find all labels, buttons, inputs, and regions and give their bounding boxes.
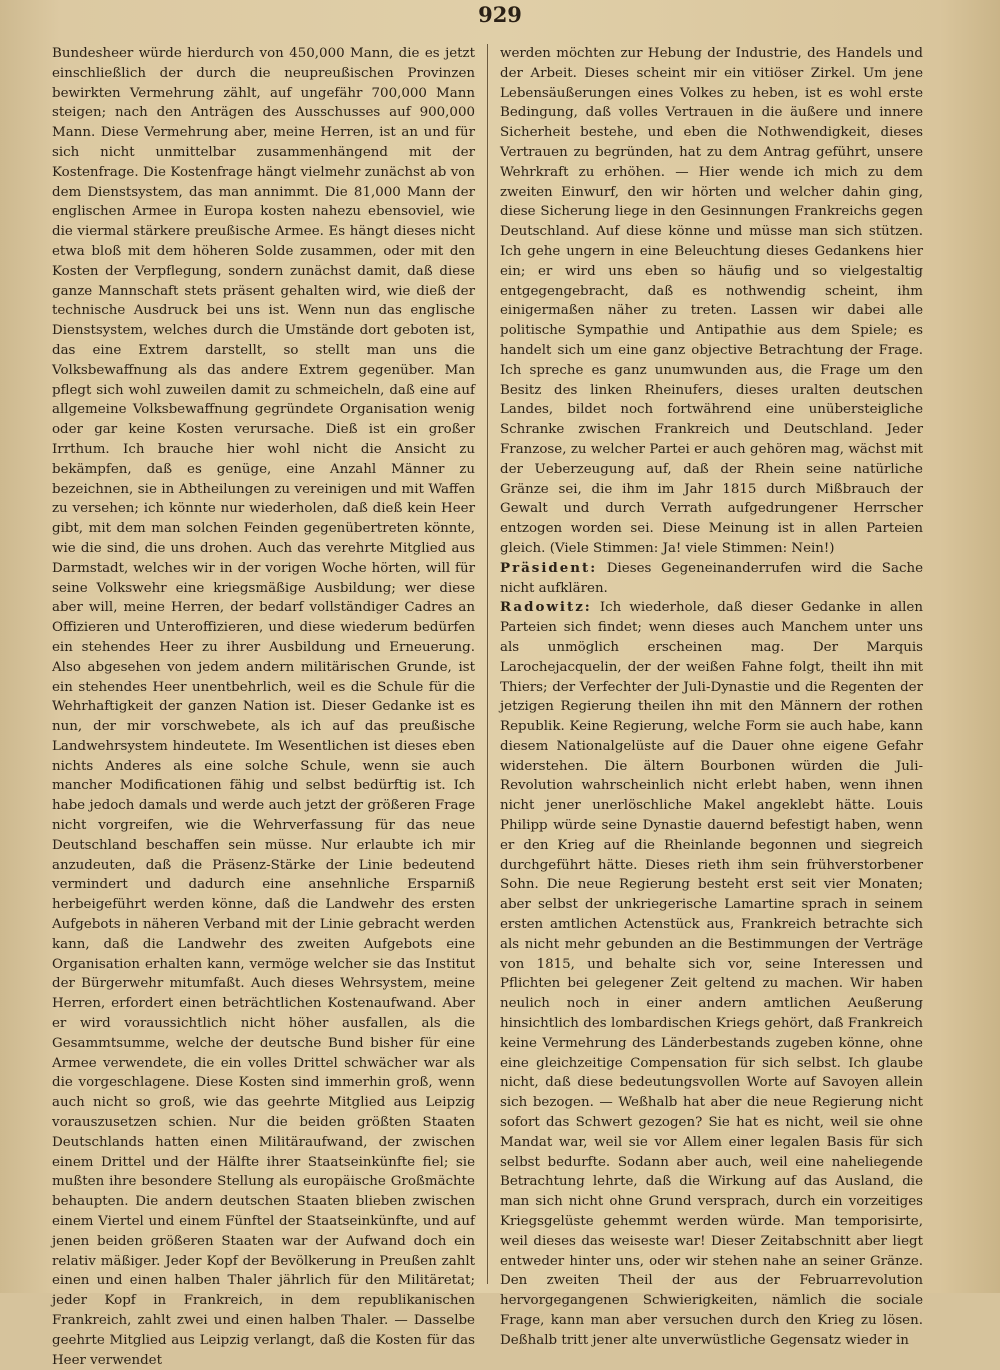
radowitz-text: Ich wiederhole, daß dieser Gedanke in allen Parteien sich findet; wenn dieses auch Manchem unter uns als unmöglich erscheinen mag. Der Marquis Larochejacquelin, der der weißen Fahne folgt, theilt ihn mit Thiers; der Verfechter der Juli-Dynastie und die Regenten der jetzigen Regierung theilen ihn mit den Männern der rothen Republik. Keine Regierung, welche Form sie auch habe, kann diesem Nationalgelüste auf die Dauer ohne eigene Gefahr widerstehen. Die ältern Bourbonen würden die Juli-Revolution wahrscheinlich nicht erlebt haben, wenn ihnen nicht jener unerlöschliche Makel angeklebt hätte. Louis Philipp würde seine Dynastie dauernd befestigt haben, wenn er den Krieg auf die Rheinlande begonnen und siegreich durchgeführt hätte. Dieses rieth ihm sein frühverstorbener Sohn. Die neue Regierung besteht erst seit vier Monaten; aber selbst der unkriegerische Lamartine sprach in seinem ersten amtlichen Actenstück aus, Frankreich betrachte sich als nicht mehr gebunden an die Bestimmungen der Verträge von 1815, und behalte sich vor, seine Interessen und Pflichten bei gelegener Zeit geltend zu machen. Wir haben neulich noch in einer andern amtlichen Aeußerung hinsichtlich des lombardischen Kriegs gehört, daß Frankreich keine Vermehrung des Länderbestands zugeben könne, ohne eine gleichzeitige Compensation für sich selbst. Ich glaube nicht, daß diese bedeutungsvollen Worte auf Savoyen allein sich bezogen. — Weßhalb hat aber die neue Regierung nicht sofort das Schwert gezogen? Sie hat es nicht, weil sie ohne Mandat war, weil sie vor Allem einer legalen Basis für sich selbst bedurfte. Sodann aber auch, weil eine naheliegende Betrachtung lehrte, daß die Wirkung auf das Ausland, die man sich nicht ohne Grund versprach, durch ein vorzeitiges Kriegsgelüste gehemmt werden würde. Man temporisirte, weil dieses das weiseste war! Dieser Zeitabschnitt aber liegt entweder hinter uns, oder wir stehen nahe an seiner Gränze. Den zweiten Theil der aus der Februarrevolution hervorgegangenen Schwierigkeiten, nämlich die sociale Frage, kann man aber versuchen durch den Krieg zu lösen. Deßhalb tritt jener alte unverwüstliche Gegensatz wieder in xyxy=(500,600,923,1348)
column-divider xyxy=(487,44,488,1284)
radowitz-paragraph xyxy=(500,598,923,1350)
right-column-paragraph: werden möchten zur Hebung der Industrie, des Handels und der Arbeit. Dieses scheint mir ein vitiöser Zirkel. Um jene Lebensäußerungen eines Volkes zu heben, ist es wohl erste Bedingung, daß volles Vertrauen in die äußere und innere Sicherheit bestehe, und eben die Nothwendigkeit, dieses Vertrauen zu begründen, hat zu dem Antrag geführt, unsere Wehrkraft zu erhöhen. — Hier wende ich mich zu dem zweiten Einwurf, den wir hörten und welcher dahin ging, diese Sicherung liege in den Gesinnungen Frankreichs gegen Deutschland. Auf diese könne und müsse man sich stützen. Ich gehe ungern in eine Beleuchtung dieses Gedankens hier ein; er wird uns eben so häufig und so vielgestaltig entgegengebracht, daß es nothwendig scheint, ihm einigermaßen näher zu treten. Lassen wir dabei alle politische Sympathie und Antipathie aus dem Spiele; es handelt sich um eine ganz objective Betrachtung der Frage. Ich spreche es ganz unumwunden aus, die Frage um den Besitz des linken Rheinufers, dieses uralten deutschen Landes, bildet noch fortwährend eine unübersteigliche Schranke zwischen Frankreich und Deutschland. Jeder Franzose, zu welcher Partei er auch gehören mag, wächst mit der Ueberzeugung auf, daß der Rhein seine natürliche Gränze sei, die ihm im Jahr 1815 durch Mißbrauch der Gewalt und durch Verrath aufgedrungener Herrscher entzogen worden sei. Diese Meinung ist in allen Parteien gleich. (Viele Stimmen: Ja! viele Stimmen: Nein!) xyxy=(500,46,923,556)
right-column xyxy=(500,44,923,1351)
page-number: 929 xyxy=(478,2,522,27)
president-text: Dieses Gegeneinanderrufen wird die Sache nicht aufklären. xyxy=(500,560,923,596)
left-column-text: Bundesheer würde hierdurch von 450,000 Mann, die es jetzt einschließlich der durch die neupreußischen Provinzen bewirkten Vermehrung zählt, auf ungefähr 700,000 Mann steigen; nach den Anträgen des Ausschusses auf 900,000 Mann. Diese Vermehrung aber, meine Herren, ist an und für sich nicht unmittelbar zusammenhängend mit der Kostenfrage. Die Kostenfrage hängt vielmehr zunächst ab von dem Dienstsystem, das man annimmt. Die 81,000 Mann der englischen Armee in Europa kosten nahezu ebensoviel, wie die viermal stärkere preußische Armee. Es hängt dieses nicht etwa bloß mit dem höheren Solde zusammen, oder mit den Kosten der Verpflegung, sondern zunächst damit, daß diese ganze Mannschaft stets präsent gehalten wird, wie dieß der technische Ausdruck bei uns ist. Wenn nun das englische Dienstsystem, welches durch die Umstände dort geboten ist, das eine Extrem darstellt, so stellt man uns die Volksbewaffnung als das andere Extrem gegenüber. Man pflegt sich wohl zuweilen damit zu schmeicheln, daß eine auf allgemeine Volksbewaffnung gegründete Organisation wenig oder gar keine Kosten verursache. Dieß ist ein großer Irrthum. Ich brauche hier wohl nicht die Ansicht zu bekämpfen, daß es genüge, eine Anzahl Männer zu bezeichnen, sie in Abtheilungen zu vereinigen und mit Waffen zu versehen; ich könnte nur wiederholen, daß dieß kein Heer gibt, mit dem man solchen Feinden gegenübertreten könnte, wie die sind, die uns drohen. Auch das verehrte Mitglied aus Darmstadt, welches wir in der vorigen Woche hörten, will für seine Volkswehr eine kriegsmäßige Ausbildung; wer diese aber will, meine Herren, der bedarf vollständiger Cadres an Offizieren und Unteroffizieren, und diese wiederum bedürfen ein stehendes Heer zu ihrer Ausbildung und Erneuerung. Also abgesehen von jedem andern militärischen Grunde, ist ein stehendes Heer unentbehrlich, weil es die Schule für die Wehrhaftigkeit der ganzen Nation ist. Dieser Gedanke ist es nun, der mir vorschwebete, als ich auf das preußische Landwehrsystem hindeutete. Im Wesentlichen ist dieses eben nichts Anderes als eine solche Schule, wenn sie auch mancher Modificationen fähig und selbst bedürftig ist. Ich habe jedoch damals und werde auch jetzt der größeren Frage nicht vorgreifen, wie die Wehrverfassung für das neue Deutschland beschaffen sein müsse. Nur erlaubte ich mir anzudeuten, daß die Präsenz-Stärke der Linie bedeutend vermindert und dadurch eine ansehnliche Ersparniß herbeigeführt werden könne, daß die Landwehr des ersten Aufgebots in näheren Verband mit der Linie gebracht werden kann, daß die Landwehr des zweiten Aufgebots eine Organisation erhalten kann, vermöge welcher sie das Institut der Bürgerwehr mitumfaßt. Auch dieses Wehrsystem, meine Herren, erfordert einen beträchtlichen Kostenaufwand. Aber er wird voraussichtlich nicht höher ausfallen, als die Gesammtsumme, welche der deutsche Bund bisher für eine Armee verwendete, die ein volles Drittel schwächer war als die vorgeschlagene. Diese Kosten sind immerhin groß, wenn auch nicht so groß, wie das geehrte Mitglied aus Leipzig vorauszusetzen schien. Nur die beiden größten Staaten Deutschlands hatten einen Militäraufwand, der zwischen einem Drittel und der Hälfte ihrer Staatseinkünfte fiel; sie mußten ihre besondere Stellung als europäische Großmächte behaupten. Die andern deutschen Staaten blieben zwischen einem Viertel und einem Fünftel der Staatseinkünfte, und auf jenen beiden größeren Staaten war der Aufwand doch ein relativ mäßiger. Jeder Kopf der Bevölkerung in Preußen zahlt einen und einen halben Thaler jährlich für den Militäretat; jeder Kopf in Frankreich, in dem republikanischen Frankreich, zahlt zwei und einen halben Thaler. — Dasselbe geehrte Mitglied aus Leipzig verlangt, daß die Kosten für das Heer verwendet xyxy=(52,46,475,1368)
speaker-radowitz: Radowitz: xyxy=(500,599,592,616)
left-column xyxy=(52,44,475,1370)
speaker-president: Präsident: xyxy=(500,559,598,576)
president-paragraph xyxy=(500,559,923,599)
